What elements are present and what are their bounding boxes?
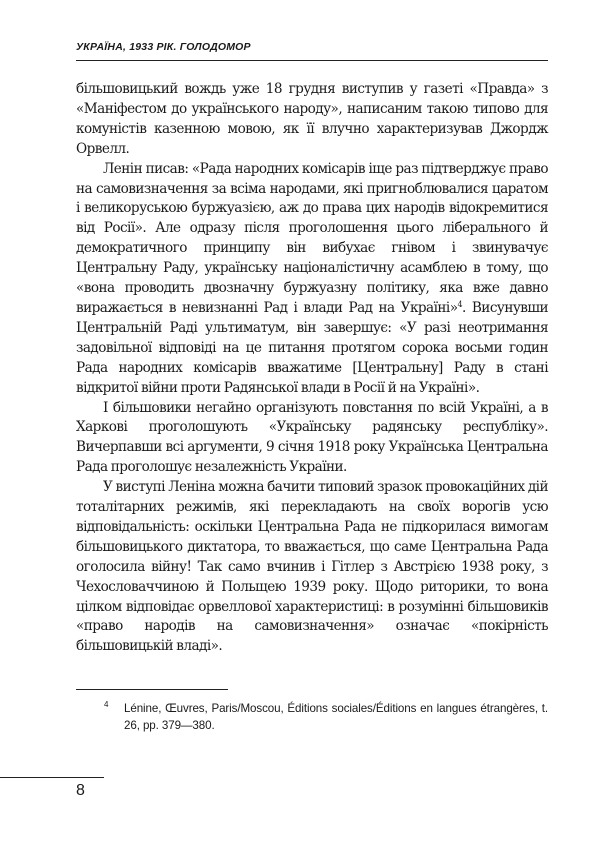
running-title: УКРАЇНА, 1933 РІК. ГОЛОДОМОР: [76, 41, 251, 53]
page-number-rule: [0, 777, 104, 778]
paragraph-1: більшовицький вождь уже 18 грудня виступив у газеті «Правда» з «Маніфестом до українського народу», написаним такою типово для комуністів казенною мовою, як її влучно характеризував Джордж Орвелл.: [76, 81, 548, 157]
footnote-number: 4: [104, 700, 109, 709]
footnote-reference[interactable]: 4: [457, 299, 463, 309]
paragraph-4: У виступі Леніна можна бачити типовий зразок провокаційних дій тоталітарних режимів, які перекладають на своїх ворогів усю відповідальність: оскільки Центральна Рада не підкорилася вимогам більшовицького диктатора, то вважається, що саме Центральна Рада оголосила війну! Так само вчинив і Гітлер з Австрією 1938 року, з Чехословаччиною й Польщею 1939 року. Щодо риторики, то вона цілком відповідає орвеллової характеристиці: в розумінні більшовиків «право народів на самовизначення» означає «покірність більшовицькій владі».: [76, 479, 548, 655]
page-number: 8: [76, 782, 85, 799]
header-rule: [76, 60, 548, 61]
footnote-text: Lénine, Œuvres, Paris/Moscou, Éditions sociales/Éditions en langues étrangères, t. 26, pp. 379—380.: [124, 702, 548, 732]
paragraph-3: І більшовики негайно організують повстання по всій Україні, а в Харкові проголошують «Українську радянську республіку». Вичерпавши всі аргументи, 9 січня 1918 року Українська Центральна Рада проголошує незалежність України.: [76, 399, 548, 476]
paragraph-2-part-2: . Висунувши Центральній Раді ультиматум, він завершує: «У разі неотримання задовільної відповіді на це питання протягом сорока восьми годин Рада народних комісарів вважатиме [Центральну] Раду в стані відкритої війни проти Радянської влади в Росії й на Україні».: [76, 299, 548, 396]
paragraph-2-part-1: Ленін писав: «Рада народних комісарів іще раз підтверджує право на самовизначення за всіма народами, які пригноблювалися царатом і великоруською буржуазією, аж до права цих народів відокремитися від Росії». Але одразу після проголошення цього ліберального й демократичного принципу він вибухає гнівом і звинувачує Центральну Раду, українську націоналістичну асамблею в тому, що «вона проводить двозначну буржуазну політику, яка вже давно виражається в невизнанні Рад і влади Рад на Україні»: [76, 160, 548, 316]
footnote-rule: [76, 689, 228, 690]
paragraph-2: [76, 160, 548, 399]
footnote: [76, 701, 548, 734]
body-text: [76, 80, 548, 657]
